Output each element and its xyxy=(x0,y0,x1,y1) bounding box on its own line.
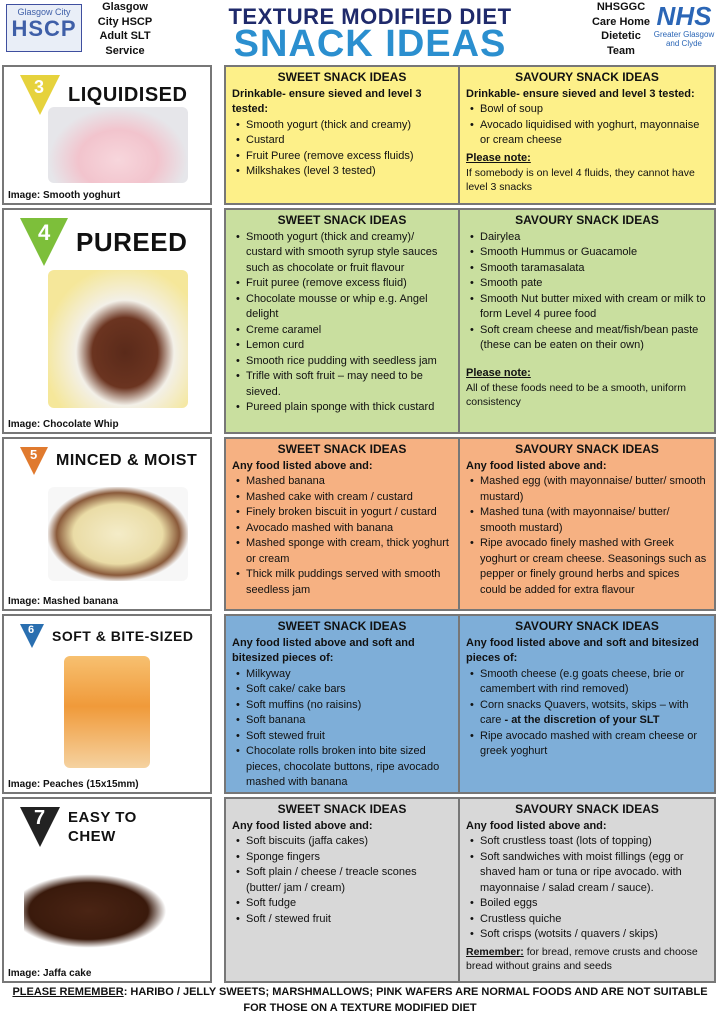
image-caption: Image: Chocolate Whip xyxy=(8,419,119,430)
sweet-list xyxy=(232,230,452,416)
image-caption: Image: Jaffa cake xyxy=(8,968,92,979)
level-7-sweet-column xyxy=(224,797,460,983)
level-6-panel xyxy=(2,614,212,794)
nhs-logo-sub: Greater Glasgow and Clyde xyxy=(653,30,715,48)
list-item: • Smooth taramasalata xyxy=(466,261,708,277)
nhs-logo xyxy=(652,2,716,58)
note-text: for bread, remove crusts and choose bread without grains and seeds xyxy=(466,945,698,972)
list-item: • Soft biscuits (jaffa cakes) xyxy=(232,834,452,850)
level-7-row xyxy=(0,797,720,983)
level-5-savoury-column xyxy=(458,437,716,611)
list-item: • Mashed sponge with cream, thick yoghurt or cream xyxy=(232,536,452,567)
sweet-list xyxy=(232,834,452,927)
list-item: • Finely broken biscuit in yogurt / custard xyxy=(232,505,452,521)
logo-big-text: HSCP xyxy=(11,16,77,41)
savoury-heading: SAVOURY SNACK IDEAS xyxy=(515,213,659,227)
list-item: • Soft plain / cheese / treacle scones (butter/ jam / cream) xyxy=(232,865,452,896)
list-item: • Smooth yogurt (thick and creamy)/ custard with smooth syrup style sauces such as chocolate or fruit flavour xyxy=(232,230,452,277)
page-subtitle: SNACK IDEAS xyxy=(233,23,507,65)
jaffa-cake-image xyxy=(24,861,194,961)
level-number: 7 xyxy=(34,807,46,829)
level-number: 4 xyxy=(38,220,51,245)
list-item: • Soft crustless toast (lots of topping) xyxy=(466,834,708,850)
note-heading: Remember: xyxy=(466,945,524,958)
list-item: • Custard xyxy=(232,133,452,149)
list-item: • Chocolate rolls broken into bite sized pieces, chocolate buttons, ripe avocado mashed with banana xyxy=(232,744,452,791)
sweet-list xyxy=(232,118,452,180)
column-intro: Any food listed above and: xyxy=(232,819,373,832)
list-item: • Milkyway xyxy=(232,667,452,683)
header xyxy=(0,0,720,64)
level-6-row xyxy=(0,614,720,794)
nhsggc-team-text xyxy=(582,0,660,58)
footer-lead: PLEASE REMEMBER xyxy=(12,986,124,998)
list-item: • Fruit puree (remove excess fluid) xyxy=(232,276,452,292)
sweet-heading: SWEET SNACK IDEAS xyxy=(277,213,407,227)
level-6-sweet-column xyxy=(224,614,460,794)
column-intro: Any food listed above and soft and bitesized pieces of: xyxy=(466,636,699,664)
level-4-triangle-icon xyxy=(20,218,68,266)
hscp-service-text xyxy=(86,0,164,58)
sweet-heading: SWEET SNACK IDEAS xyxy=(277,619,407,633)
list-item: • Soft muffins (no raisins) xyxy=(232,698,452,714)
image-caption: Image: Smooth yoghurt xyxy=(8,190,121,201)
level-6-savoury-column xyxy=(458,614,716,794)
savoury-heading: SAVOURY SNACK IDEAS xyxy=(515,802,659,816)
level-5-heading xyxy=(20,447,197,475)
footer-text: : HARIBO / JELLY SWEETS; MARSHMALLOWS; PINK WAFERS ARE NORMAL FOODS AND ARE NOT SUITABLE FOR THOSE ON A TEXTURE MODIFIED DIET xyxy=(123,986,708,1014)
level-6-heading xyxy=(20,624,194,648)
list-item: • Smooth rice pudding with seedless jam xyxy=(232,354,452,370)
team-line: NHSGGC xyxy=(596,1,646,13)
level-number: 3 xyxy=(34,77,45,97)
column-intro: Any food listed above and: xyxy=(466,819,607,832)
list-item: • Mashed tuna (with mayonnaise/ butter/ smooth mustard) xyxy=(466,505,708,536)
level-3-sweet-column xyxy=(224,65,460,205)
level-5-row xyxy=(0,437,720,611)
list-item: • Avocado liquidised with yoghurt, mayonnaise or cream cheese xyxy=(466,118,708,149)
remember-note xyxy=(466,945,708,973)
note-text: If somebody is on level 4 fluids, they cannot have level 3 snacks xyxy=(466,167,695,193)
savoury-list xyxy=(466,474,708,598)
list-item: • Soft sandwiches with moist fillings (egg or shaved ham or tuna or ripe avocado. with mayonnaise / salad cream / sauce). xyxy=(466,850,708,897)
sweet-list xyxy=(232,667,452,791)
logo-top-text: Glasgow City xyxy=(17,7,71,17)
level-number: 5 xyxy=(30,447,38,462)
savoury-heading: SAVOURY SNACK IDEAS xyxy=(515,619,659,633)
sweet-list xyxy=(232,474,452,598)
list-item: • Smooth cheese (e.g goats cheese, brie or camembert with rind removed) xyxy=(466,667,708,698)
level-name: LIQUIDISED xyxy=(68,83,188,106)
list-item: • Soft banana xyxy=(232,713,452,729)
list-item: • Fruit Puree (remove excess fluids) xyxy=(232,149,452,165)
level-6-triangle-icon xyxy=(20,624,44,648)
level-4-sweet-column xyxy=(224,208,460,434)
list-item: • Lemon curd xyxy=(232,338,452,354)
hscp-line: Adult SLT xyxy=(99,30,151,42)
list-item: • Soft / stewed fruit xyxy=(232,912,452,928)
savoury-list xyxy=(466,230,708,354)
savoury-list xyxy=(466,102,708,149)
list-item: • Dairylea xyxy=(466,230,708,246)
list-item: • Soft stewed fruit xyxy=(232,729,452,745)
list-item: • Mashed banana xyxy=(232,474,452,490)
level-5-triangle-icon xyxy=(20,447,48,475)
footer-reminder xyxy=(0,984,720,1016)
slt-note: - at the discretion of your SLT xyxy=(504,714,660,726)
mashed-banana-image xyxy=(48,487,188,581)
glasgow-hscp-logo xyxy=(6,4,82,52)
list-item: • Mashed cake with cream / custard xyxy=(232,490,452,506)
list-item: • Bowl of soup xyxy=(466,102,708,118)
list-item: • Soft crisps (wotsits / quavers / skips) xyxy=(466,927,708,943)
chocolate-whip-image xyxy=(48,270,188,408)
level-4-heading xyxy=(20,218,187,266)
sweet-heading: SWEET SNACK IDEAS xyxy=(277,802,407,816)
level-4-savoury-column xyxy=(458,208,716,434)
peaches-image xyxy=(64,656,150,768)
level-7-heading xyxy=(20,807,158,847)
level-7-savoury-column xyxy=(458,797,716,983)
list-item: • Pureed plain sponge with thick custard xyxy=(232,400,452,416)
sweet-heading: SWEET SNACK IDEAS xyxy=(277,442,407,456)
level-3-row xyxy=(0,65,720,205)
list-item: • Creme caramel xyxy=(232,323,452,339)
sweet-heading: SWEET SNACK IDEAS xyxy=(277,70,407,84)
savoury-heading: SAVOURY SNACK IDEAS xyxy=(515,442,659,456)
list-item: • Ripe avocado mashed with cream cheese or greek yoghurt xyxy=(466,729,708,760)
team-line: Team xyxy=(607,44,635,57)
smooth-yoghurt-image xyxy=(48,107,188,183)
savoury-list xyxy=(466,834,708,943)
level-4-panel xyxy=(2,208,212,434)
nhs-logo-text: NHS xyxy=(656,1,712,31)
list-item: • Soft fudge xyxy=(232,896,452,912)
list-item: • Boiled eggs xyxy=(466,896,708,912)
team-line: Dietetic xyxy=(601,30,641,42)
hscp-line: Glasgow xyxy=(102,1,148,13)
note-text: All of these foods need to be a smooth, uniform consistency xyxy=(466,382,687,408)
level-name: PUREED xyxy=(76,226,188,257)
team-line: Care Home xyxy=(591,15,651,28)
column-intro: Any food listed above and: xyxy=(232,459,373,472)
savoury-list xyxy=(466,667,708,760)
page-title: TEXTURE MODIFIED DIET xyxy=(228,4,512,29)
list-item: • Soft cake/ cake bars xyxy=(232,682,452,698)
level-4-row xyxy=(0,208,720,434)
level-3-panel xyxy=(2,65,212,205)
level-5-panel xyxy=(2,437,212,611)
level-name: EASY TO CHEW xyxy=(68,809,137,845)
list-item: • Smooth Nut butter mixed with cream or milk to form Level 4 puree food xyxy=(466,292,708,323)
column-intro: Drinkable- ensure sieved and level 3 tested: xyxy=(232,87,422,115)
image-caption: Image: Mashed banana xyxy=(8,596,119,607)
level-name: SOFT & BITE-SIZED xyxy=(52,628,194,644)
savoury-heading: SAVOURY SNACK IDEAS xyxy=(515,70,659,84)
list-item-text: Corn snacks Quavers, wotsits, skips – with care xyxy=(480,698,689,726)
list-item: • Smooth yogurt (thick and creamy) xyxy=(232,118,452,134)
list-item: • Soft cream cheese and meat/fish/bean paste (these can be eaten on their own) xyxy=(466,323,708,354)
level-name: MINCED & MOIST xyxy=(56,452,198,469)
list-item: • Sponge fingers xyxy=(232,850,452,866)
column-intro: Drinkable- ensure sieved and level 3 tested: xyxy=(466,87,695,100)
list-item: • Thick milk puddings served with smooth seedless jam xyxy=(232,567,452,598)
note-heading: Please note: xyxy=(466,151,531,164)
level-3-savoury-column xyxy=(458,65,716,205)
list-item: • Milkshakes (level 3 tested) xyxy=(232,164,452,180)
list-item: • Mashed egg (with mayonnaise/ butter/ smooth mustard) xyxy=(466,474,708,505)
image-caption: Image: Peaches (15x15mm) xyxy=(8,779,139,790)
list-item: • Smooth pate xyxy=(466,276,708,292)
level-5-sweet-column xyxy=(224,437,460,611)
list-item: • Chocolate mousse or whip e.g. Angel delight xyxy=(232,292,452,323)
level-number: 6 xyxy=(28,624,35,636)
list-item: • Smooth Hummus or Guacamole xyxy=(466,245,708,261)
list-item: • Avocado mashed with banana xyxy=(232,521,452,537)
column-intro: Any food listed above and soft and bitesized pieces of: xyxy=(232,636,415,664)
column-intro: Any food listed above and: xyxy=(466,459,607,472)
list-item: • Ripe avocado finely mashed with Greek yoghurt or cream cheese. Seasonings such as pepper or finely ground herbs and spices could be added for extra flavour xyxy=(466,536,708,598)
hscp-line: Service xyxy=(105,44,145,57)
list-item: • Trifle with soft fruit – may need to be sieved. xyxy=(232,369,452,400)
level-7-panel xyxy=(2,797,212,983)
hscp-line: City HSCP xyxy=(97,15,153,28)
note-heading: Please note: xyxy=(466,366,531,379)
list-item xyxy=(466,698,708,729)
level-7-triangle-icon xyxy=(20,807,60,847)
list-item: • Crustless quiche xyxy=(466,912,708,928)
